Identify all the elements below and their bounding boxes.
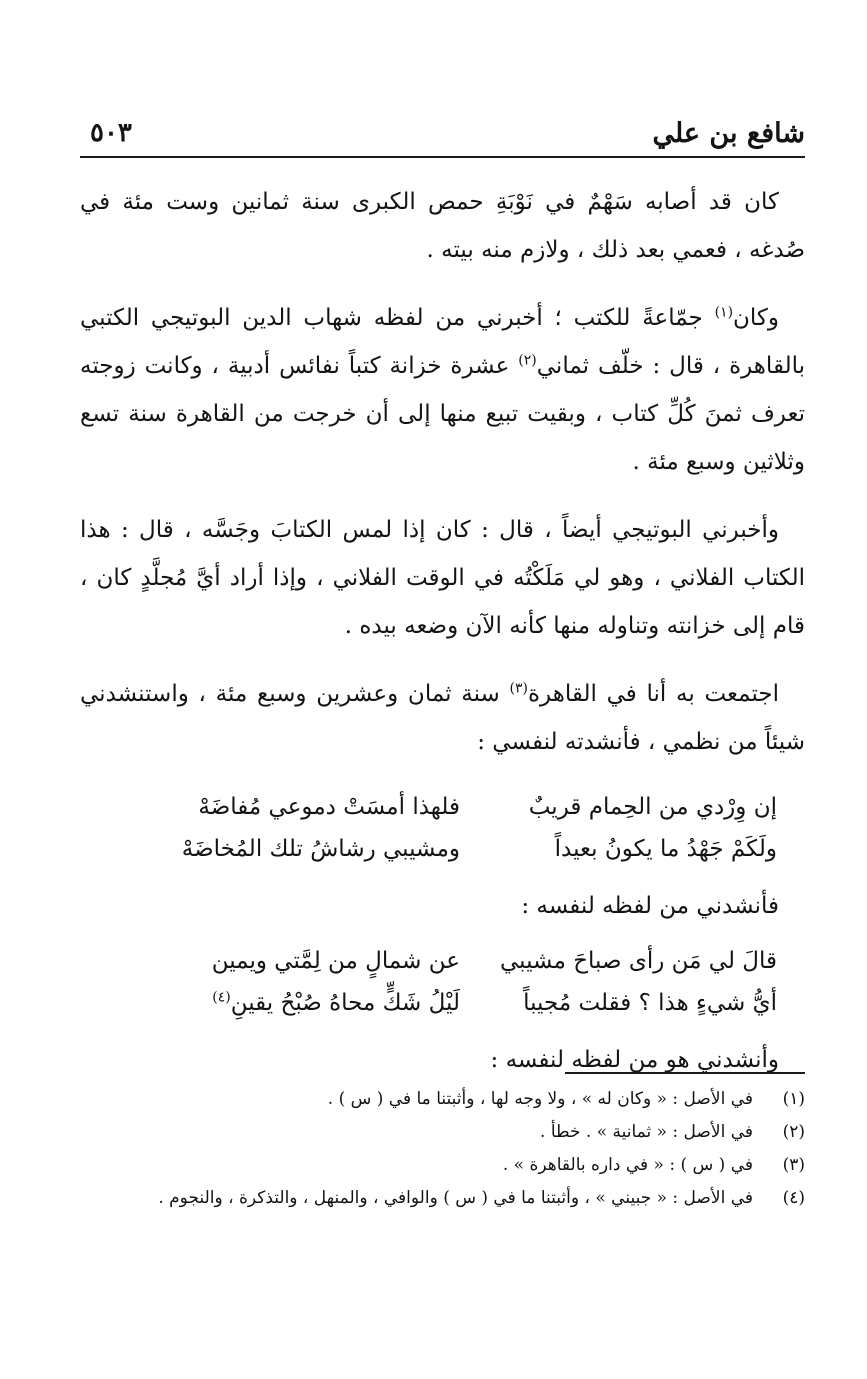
paragraph-4: [80, 670, 805, 766]
poem-1-verse-1: [80, 786, 805, 828]
footnote-ref-2[interactable]: (٢): [518, 352, 537, 369]
footnote-divider: [565, 1072, 805, 1074]
footnote-ref-1[interactable]: (١): [714, 304, 734, 321]
poem-1-verse-2: [80, 828, 805, 870]
paragraph-1: كان قد أصابه سَهْمٌ في نَوْبَةِ حمص الكبرى سنة ثمانين وست مئة في صُدغه ، فعمي بعد ذلك ، ولازم منه بيته .: [80, 189, 805, 263]
poem-2-verse-2: [80, 982, 805, 1024]
hemistich-first: أيُّ شيءٍ هذا ؟ فقلت مُجيباً: [523, 990, 777, 1016]
hemistich-first: قالَ لي مَن رأى صباحَ مشيبي: [500, 948, 777, 974]
footnotes: [80, 1083, 805, 1215]
footnote-number: (١): [782, 1089, 805, 1109]
poem-1: [80, 786, 805, 870]
hemistich-second: ومشيبي رشاشُ تلك المُخاضَهْ: [181, 836, 460, 862]
poem-intro-2: فأنشدني من لفظه لنفسه :: [521, 893, 779, 919]
paragraph-2-part-b: جمّاعةً للكتب ؛ أخبرني من لفظه شهاب الدين البوتيجي الكتبي بالقاهرة ، قال : خلّف ثماني: [80, 305, 805, 379]
page-number: ٥٠٣: [90, 118, 132, 148]
page-header: [80, 112, 805, 158]
poem-2-verse-1: [80, 940, 805, 982]
paragraph-2: [80, 294, 805, 486]
footnote-4: [80, 1182, 805, 1215]
hemistich-second: لَيْلُ شَكٍّ محاهُ صُبْحُ يقينِ: [230, 990, 460, 1016]
paragraph-4-part-a: اجتمعت به أنا في القاهرة: [527, 681, 779, 707]
hemistich-first: ولَكَمْ جَهْدُ ما يكونُ بعيداً: [554, 836, 777, 862]
footnote-2: [80, 1116, 805, 1149]
paragraph-4-part-b: سنة ثمان وعشرين وسبع مئة ، واستنشدني شيئاً من نظمي ، فأنشدته لنفسي :: [80, 681, 805, 755]
paragraph-2-part-a: وكان: [733, 305, 779, 331]
hemistich-second: فلهذا أمسَتْ دموعي مُفاضَهْ: [198, 794, 460, 820]
running-title: شافع بن علي: [652, 118, 805, 149]
poem-2: [80, 940, 805, 1024]
main-text: [80, 178, 805, 1094]
footnote-number: (٢): [782, 1122, 805, 1142]
footnote-text: في الأصل : « وكان له » ، ولا وجه لها ، وأثبتنا ما في ( س ) .: [327, 1089, 753, 1109]
footnote-1: [80, 1083, 805, 1116]
footnote-text: في الأصل : « ثمانية » . خطأ .: [540, 1122, 753, 1142]
poem-intro-3: وأنشدني هو من لفظه لنفسه :: [490, 1047, 779, 1073]
hemistich-first: إن وِرْدي من الحِمام قريبٌ: [528, 794, 777, 820]
footnote-3: [80, 1149, 805, 1182]
footnote-ref-3[interactable]: (٣): [509, 680, 528, 697]
footnote-text: في الأصل : « جبيني » ، وأثبتنا ما في ( س ) والوافي ، والمنهل ، والتذكرة ، والنجوم .: [158, 1188, 753, 1208]
footnote-number: (٤): [782, 1188, 805, 1208]
hemistich-second: عن شمالٍ من لِمَّتي ويمين: [211, 948, 460, 974]
footnote-number: (٣): [782, 1155, 805, 1175]
paragraph-3: وأخبرني البوتيجي أيضاً ، قال : كان إذا لمس الكتابَ وجَسَّه ، قال : هذا الكتاب الفلاني ، وهو لي مَلَكْتُه في الوقت الفلاني ، وإذا أراد أيَّ مُجلَّدٍ كان ، قام إلى خزانته وتناوله منها كأنه الآن وضعه بيده .: [80, 517, 805, 639]
footnote-ref-4[interactable]: (٤): [212, 989, 231, 1006]
hemistich-second-with-ref: [115, 982, 460, 1024]
paragraph-2-part-c: عشرة خزانة كتباً نفائس أدبية ، وكانت زوجته تعرف ثمنَ كُلِّ كتاب ، وبقيت تبيع منها إلى أن خرجت من القاهرة سنة تسع وثلاثين وسبع مئة .: [80, 353, 805, 475]
footnote-text: في ( س ) : « في داره بالقاهرة » .: [502, 1155, 753, 1175]
